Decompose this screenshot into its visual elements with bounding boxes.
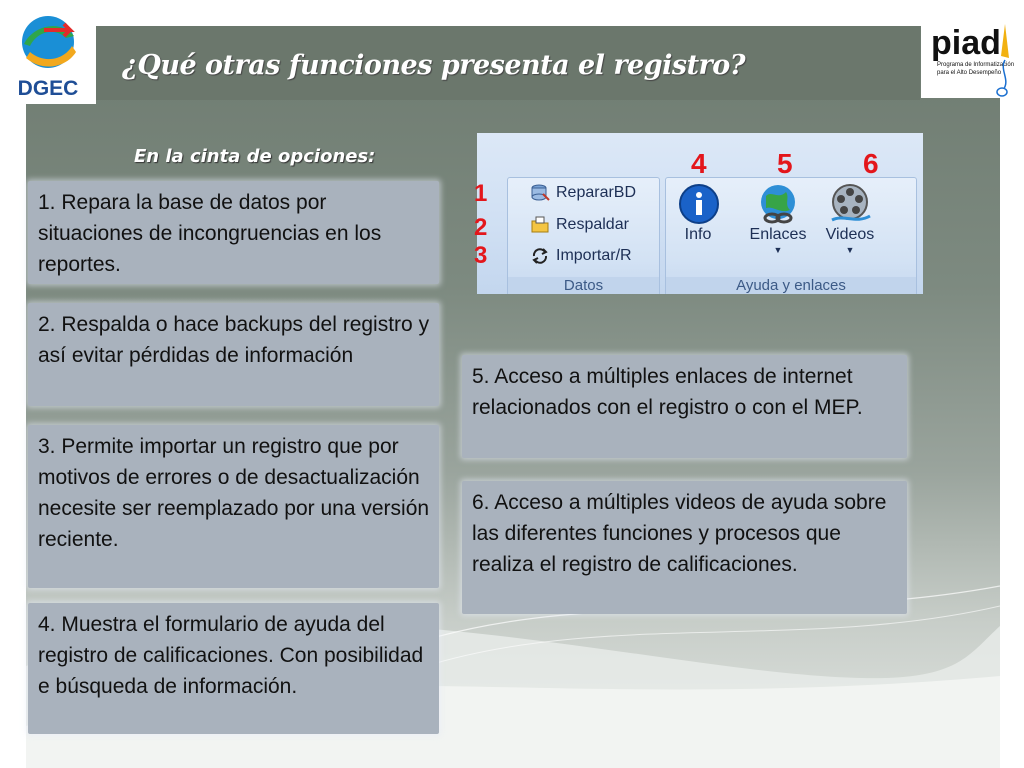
marker-1: 1 <box>474 180 488 207</box>
import-refresh-icon <box>530 246 550 266</box>
ribbon-group-ayuda <box>665 177 917 294</box>
ribbon-subtitle: En la cinta de opciones: <box>134 146 376 167</box>
marker-5: 5 <box>777 148 793 179</box>
description-box-4: 4. Muestra el formulario de ayuda del registro de calificaciones. Con posibilidad e búsqueda de información. <box>28 603 439 734</box>
piad-caption-line2: para el Alto Desempeño <box>937 70 1002 76</box>
reparar-bd-label: RepararBD <box>556 184 637 201</box>
dgec-logo-text: DGEC <box>17 77 79 100</box>
piad-logo-text: piad <box>931 24 1001 62</box>
dgec-logo <box>0 0 96 104</box>
reparar-bd-button[interactable] <box>530 180 636 206</box>
videos-label: Videos <box>825 226 875 243</box>
respaldar-button[interactable] <box>530 212 629 238</box>
videos-button[interactable] <box>818 226 882 256</box>
marker-3: 3 <box>474 242 488 269</box>
marker-4: 4 <box>691 148 707 179</box>
ribbon-group-datos <box>507 177 660 294</box>
backup-folder-icon <box>530 215 550 235</box>
slide-title: ¿Qué otras funciones presenta el registro? <box>122 50 746 81</box>
videos-dropdown-arrow-icon: ▼ <box>845 245 855 255</box>
info-icon <box>677 182 721 226</box>
description-box-6: 6. Acceso a múltiples videos de ayuda sobre las diferentes funciones y procesos que realiza el registro de calificaciones. <box>462 481 907 614</box>
description-box-5: 5. Acceso a múltiples enlaces de internet relacionados con el registro o con el MEP. <box>462 355 907 458</box>
marker-6: 6 <box>863 148 879 179</box>
info-button[interactable] <box>666 226 730 244</box>
dgec-logo-icon <box>0 0 96 104</box>
enlaces-button[interactable] <box>746 226 810 256</box>
description-box-2: 2. Respalda o hace backups del registro y así evitar pérdidas de información <box>28 303 439 406</box>
description-box-1: 1. Repara la base de datos por situaciones de incongruencias en los reportes. <box>28 181 439 284</box>
importar-button[interactable] <box>530 243 632 269</box>
piad-caption-line1: Programa de Informatización <box>937 62 1015 68</box>
enlaces-dropdown-arrow-icon: ▼ <box>773 245 783 255</box>
marker-2: 2 <box>474 214 488 241</box>
info-label: Info <box>684 226 712 243</box>
film-reel-icon <box>828 182 872 226</box>
respaldar-label: Respaldar <box>556 216 629 233</box>
datos-group-label: Datos <box>508 277 659 294</box>
importar-label: Importar/R <box>556 247 632 264</box>
enlaces-label: Enlaces <box>749 226 807 243</box>
piad-logo <box>921 20 1021 98</box>
repair-db-icon <box>530 183 550 203</box>
description-box-3: 3. Permite importar un registro que por motivos de errores o de desactualización necesite ser reemplazado por una versión reciente. <box>28 425 439 588</box>
ayuda-group-label: Ayuda y enlaces <box>666 277 916 294</box>
piad-logo-icon <box>921 20 1021 98</box>
globe-link-icon <box>756 182 800 226</box>
